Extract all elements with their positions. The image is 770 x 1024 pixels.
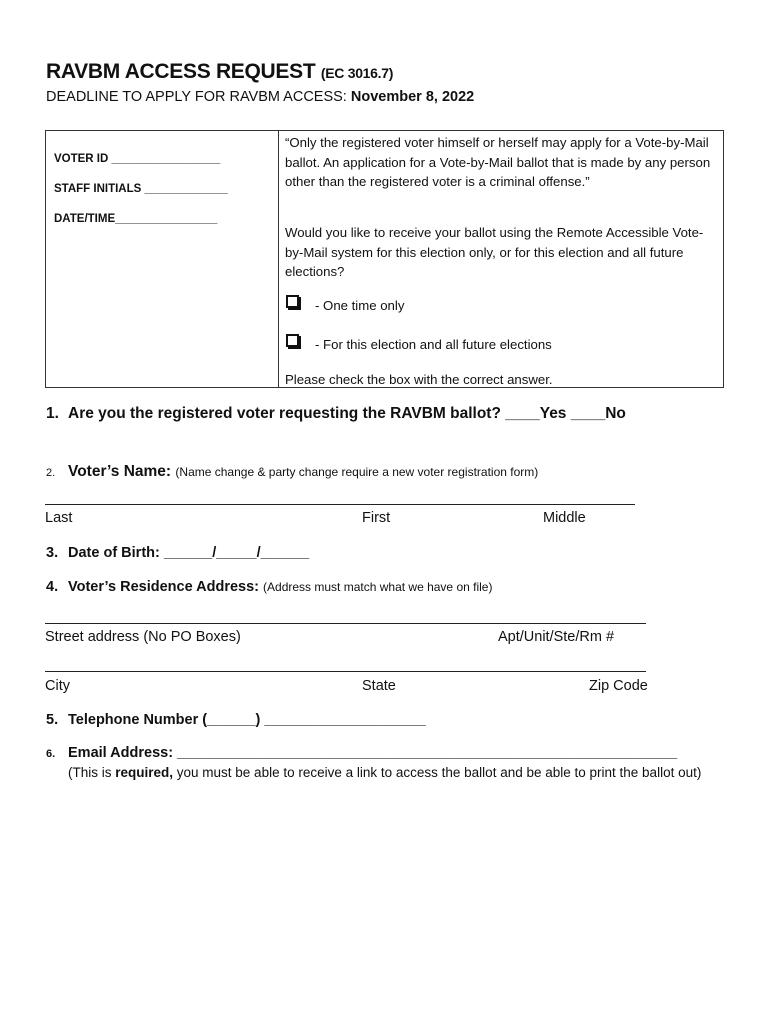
email-note-required: required,: [115, 765, 174, 780]
question-4: [46, 579, 492, 595]
box-divider: [278, 131, 279, 387]
street-label: Street address (No PO Boxes): [45, 629, 241, 645]
deadline: [46, 89, 474, 105]
question-2: [46, 463, 538, 481]
q4-label: Voter’s Residence Address:: [68, 579, 259, 595]
q6-number: 6.: [46, 748, 56, 760]
question-1[interactable]: [46, 405, 626, 423]
street-input-line[interactable]: [45, 623, 646, 624]
date-time-field[interactable]: DATE/TIME________________: [54, 213, 218, 225]
email-note-pre: (This is: [68, 765, 116, 780]
checkbox-instruction: Please check the box with the correct answer.: [285, 372, 553, 387]
q3-number: 3.: [46, 545, 59, 561]
deadline-date: November 8, 2022: [350, 89, 475, 105]
option-all-future[interactable]: [286, 337, 552, 352]
q5-number: 5.: [46, 712, 59, 728]
q4-hint: (Address must match what we have on file): [263, 580, 493, 594]
apt-label: Apt/Unit/Ste/Rm #: [498, 629, 615, 645]
question-3[interactable]: [46, 545, 309, 561]
option-one-time-label: - One time only: [315, 298, 405, 313]
option-one-time[interactable]: [286, 298, 404, 313]
last-name-label: Last: [45, 510, 73, 526]
city-label: City: [45, 678, 70, 694]
state-label: State: [362, 678, 396, 694]
email-note-post: you must be able to receive a link to access the ballot and be able to print the ballot out): [173, 765, 702, 780]
question-6[interactable]: [46, 745, 677, 761]
q5-text: Telephone Number (______) ____________________: [68, 712, 426, 728]
q2-label: Voter’s Name:: [68, 463, 172, 480]
middle-name-label: Middle: [543, 510, 586, 526]
name-input-line[interactable]: [45, 504, 635, 505]
checkbox-one-time[interactable]: [286, 295, 299, 308]
q1-number: 1.: [46, 405, 59, 422]
info-box: [45, 130, 724, 388]
q2-number: 2.: [46, 467, 56, 479]
form-title: [46, 60, 393, 84]
legal-notice: “Only the registered voter himself or herself may apply for a Vote-by-Mail ballot. An application for a Vote-by-Mail ballot that is made by any person other than the registered voter is a criminal offense.”: [285, 135, 711, 189]
q2-hint: (Name change & party change require a new voter registration form): [175, 465, 539, 479]
question-5[interactable]: [46, 712, 426, 728]
q3-text: Date of Birth: ______/_____/______: [68, 545, 310, 561]
q1-text: Are you the registered voter requesting the RAVBM ballot? ____Yes ____No: [68, 405, 626, 422]
deadline-label: DEADLINE TO APPLY FOR RAVBM ACCESS:: [46, 89, 347, 105]
q6-text: Email Address: ______________________________________________________________: [68, 745, 678, 761]
zip-label: Zip Code: [589, 678, 648, 694]
voter-id-field[interactable]: VOTER ID _________________: [54, 153, 221, 165]
ravbm-question: Would you like to receive your ballot using the Remote Accessible Vote-by-Mail system for this election only, or for this election and all future elections?: [285, 225, 704, 279]
form-title-text: RAVBM ACCESS REQUEST: [46, 60, 316, 83]
q4-number: 4.: [46, 579, 59, 595]
first-name-label: First: [362, 510, 391, 526]
email-note: [68, 765, 701, 780]
checkbox-all-future[interactable]: [286, 334, 299, 347]
option-all-future-label: - For this election and all future elections: [315, 337, 552, 352]
election-code: (EC 3016.7): [320, 65, 394, 81]
city-input-line[interactable]: [45, 671, 646, 672]
staff-initials-field[interactable]: STAFF INITIALS _____________: [54, 183, 228, 195]
